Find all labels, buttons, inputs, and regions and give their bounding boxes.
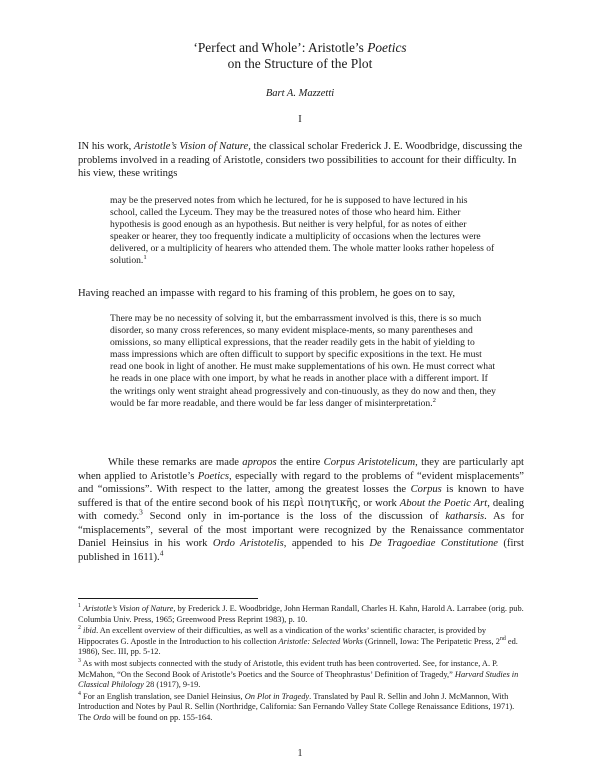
paragraph-3: While these remarks are made apropos the entire Corpus Aristotelicum, they are particularly apt when applied to Aristotle’s Poetics, especially with regard to the problems of “evident misplacements” and “omissions”. With respect to the latter, among the greatest losses the Corpus is known to have suffered is that of the entire second book of his περὶ ποιητικῆς, or work About the Poetic Art, dealing with comedy.$^3$ Second only in im-portance is the loss of the discussion of katharsis. As for “misplacements”, several of the most important were recognized by the Renaissance commentator Daniel Heinsius in his work Ordo Aristotelis, appended to his De Tragoediae Constitutione (first published in 1611).$^4$ bbox=[78, 457, 525, 563]
footnote-divider bbox=[78, 598, 258, 599]
section-number: I bbox=[298, 114, 302, 125]
greek-title: περὶ ποιητικῆς bbox=[282, 497, 358, 509]
block-quote-1: may be the preserved notes from which he lectured, for he is supposed to have lectured in his school, called the Lyceum. They may be the treasured notes of those who heard him. Either hypothesis is good enough as an hypothesis. But neither is very helpful, for as notes of either speaker or hearer, they too frequently indicate a multiplicity of occasions when the lectures were delivered, or a multiplicity of hearers who attended them. The whole matter looks rather hopeless of solution.$^1$ bbox=[110, 195, 495, 267]
title-line-2: on the Structure of the Plot bbox=[227, 56, 373, 71]
footnote-1: $^1$ Aristotle’s Vision of Nature, by Frederick J. E. Woodbridge, John Herman Randall, Charles H. Kahn, Harold A. Larrabee (orig. pub. Columbia Univ. Press, 1965; Greenwood Press Reprint 1983), p. 10. bbox=[78, 603, 524, 624]
footnote-4: $^4$ For an English translation, see Daniel Heinsius, On Plot in Tragedy. Translated by Paul R. Sellin and John J. McMannon, With Introduction and Notes by Paul R. Sellin (Northridge, California: San Fernando Valley State College Renaissance Editions, 1971). The Ordo will be found on pp. 155-164. bbox=[78, 690, 515, 722]
footnotes bbox=[78, 604, 524, 725]
paragraph-1: IN his work, Aristotle’s Vision of Nature, the classical scholar Frederick J. E. Woodbridge, discussing the problems involved in a reading of Aristotle, considers two possibilities to account for their difficulty. In his view, these writings bbox=[78, 141, 523, 179]
footnote-ref-4: 4 bbox=[159, 547, 164, 557]
block-quote-2: There may be no necessity of solving it, but the embarrassment involved is this, there is so much disorder, so many cross references, so many evident misplace-ments, so many parentheses and omissions, so many elliptical expressions, that the reader readily gets in the habit of yielding to mass impressions which are often difficult to support by specific expositions in the text. He must read one book in light of another. He must make supplementations of his own. He must correct what he reads in one place with one import, by what he reads in another place with a different import. If the writings only went straight ahead progressively and con-tinuously, as they do now and then, they would be far more readable, and there would be far less danger of misinterpretation.$^2$ bbox=[110, 313, 496, 409]
author-name: Bart A. Mazzetti bbox=[265, 88, 335, 99]
page-number: 1 bbox=[297, 748, 303, 759]
title-line-1: ‘Perfect and Whole’: Aristotle’s Poetics bbox=[193, 40, 407, 55]
footnote-ref-3: 3 bbox=[139, 507, 143, 517]
footnote-3: $^3$ As with most subjects connected with the study of Aristotle, this evident truth has been controverted. See, for instance, A. P. McMahon, “On the Second Book of Aristotle’s Poetics and the Source of Theophrastus’ Definition of Tragedy,” Harvard Studies in Classical Philology 28 (1917), 9-19. bbox=[78, 658, 519, 690]
footnote-ref-1: 1 bbox=[143, 254, 147, 262]
footnote-2: $^2$ ibid. An excellent overview of their difficulties, as well as a vindication of the works’ scientific character, is provided by Hippocrates G. Apostle in the Introduction to his collection Aristotle: Selected Works (Grinnell, Iowa: The Peripatetic Press, 2nd ed. 1986), Sec. III, pp. 5-12. bbox=[78, 625, 518, 657]
paper-title bbox=[0, 40, 600, 72]
paragraph-2: Having reached an impasse with regard to his framing of this problem, he goes on to say, bbox=[78, 288, 456, 299]
footnote-ref-2: 2 bbox=[432, 396, 436, 404]
